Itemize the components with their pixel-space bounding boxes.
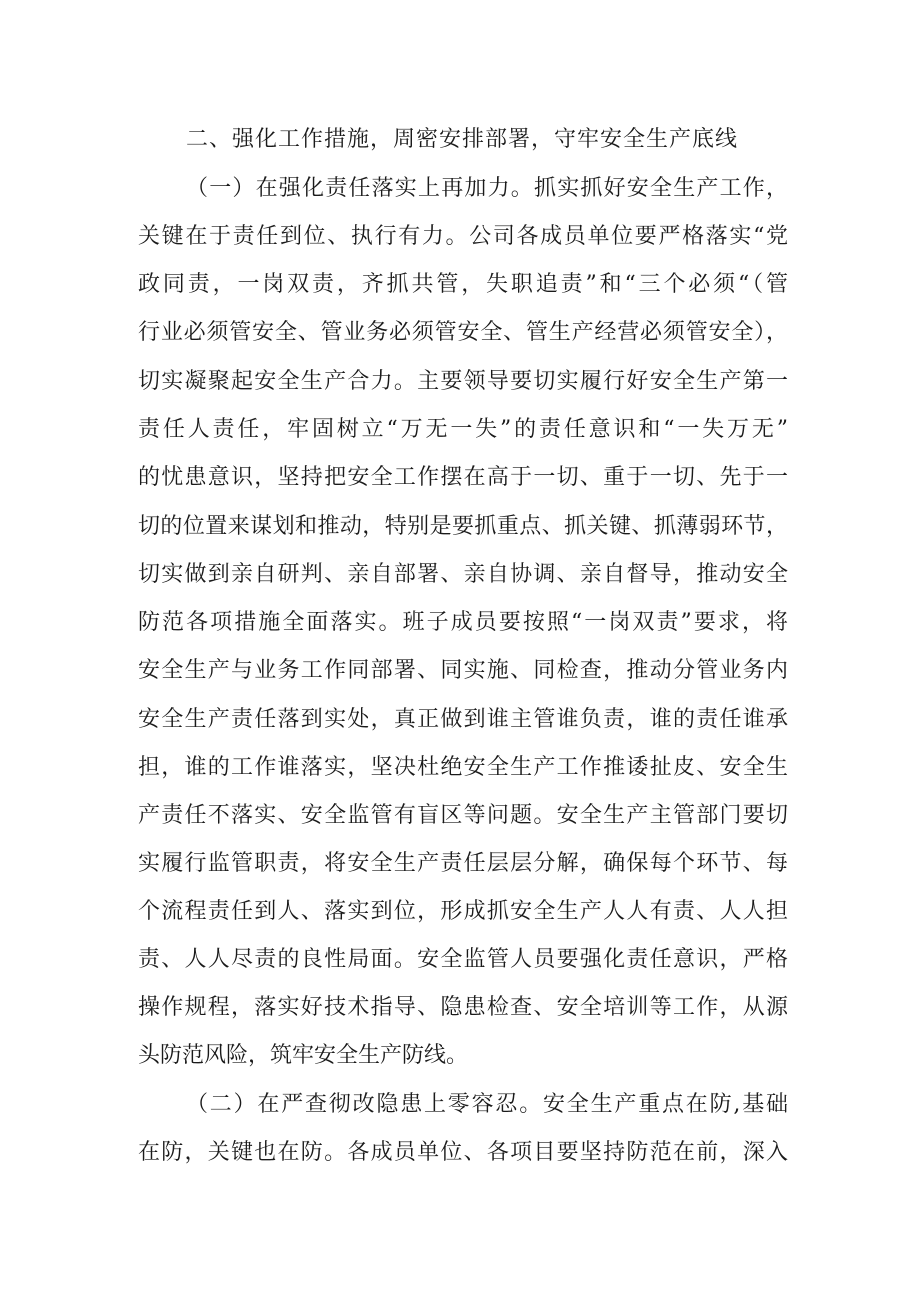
paragraph-line: 实履行监管职责，将安全生产责任层层分解，确保每个环节、每 (138, 851, 788, 876)
paragraph-line: 个流程责任到人、落实到位，形成抓安全生产人人有责、人人担 (138, 899, 788, 924)
paragraph-line: 切实做到亲自研判、亲自部署、亲自协调、亲自督导，推动安全 (138, 562, 788, 587)
paragraph-line: 担，谁的工作谁落实，坚决杜绝安全生产工作推诿扯皮、安全生 (138, 755, 788, 780)
paragraph-line: 切的位置来谋划和推动，特别是要抓重点、抓关键、抓薄弱环节， (138, 514, 788, 539)
paragraph-line: 责、人人尽责的良性局面。安全监管人员要强化责任意识，严格 (138, 947, 788, 972)
paragraph-line: 安全生产与业务工作同部署、同实施、同检查，推动分管业务内 (138, 658, 788, 683)
paragraph-line: （一）在强化责任落实上再加力。抓实抓好安全生产工作， (186, 176, 788, 201)
paragraph-line: 防范各项措施全面落实。班子成员要按照“一岗双责”要求，将 (138, 610, 788, 635)
paragraph-line: 产责任不落实、安全监管有盲区等问题。安全生产主管部门要切 (138, 803, 788, 828)
section-heading: 二、强化工作措施，周密安排部署，守牢安全生产底线 (186, 127, 739, 152)
paragraph-line: 安全生产责任落到实处，真正做到谁主管谁负责，谁的责任谁承 (138, 707, 788, 732)
paragraph-line: 的忧患意识，坚持把安全工作摆在高于一切、重于一切、先于一 (138, 465, 788, 490)
paragraph-line: 头防范风险，筑牢安全生产防线。 (138, 1043, 469, 1068)
paragraph-line: 操作规程，落实好技术指导、隐患检查、安全培训等工作，从源 (138, 995, 788, 1020)
paragraph-line: 关键在于责任到位、执行有力。公司各成员单位要严格落实“党 (138, 224, 788, 249)
paragraph-line: 在防，关键也在防。各成员单位、各项目要坚持防范在前，深入 (138, 1140, 788, 1165)
paragraph-line: 行业必须管安全、管业务必须管安全、管生产经营必须管安全）， (138, 320, 788, 345)
paragraph-line: （二）在严查彻改隐患上零容忍。安全生产重点在防,基础 (186, 1092, 788, 1117)
paragraph-line: 切实凝聚起安全生产合力。主要领导要切实履行好安全生产第一 (138, 369, 788, 394)
paragraph-line: 责任人责任，牢固树立“万无一失”的责任意识和“一失万无” (138, 417, 788, 442)
paragraph-line: 政同责，一岗双责，齐抓共管，失职追责”和“三个必须“（管 (138, 272, 788, 297)
